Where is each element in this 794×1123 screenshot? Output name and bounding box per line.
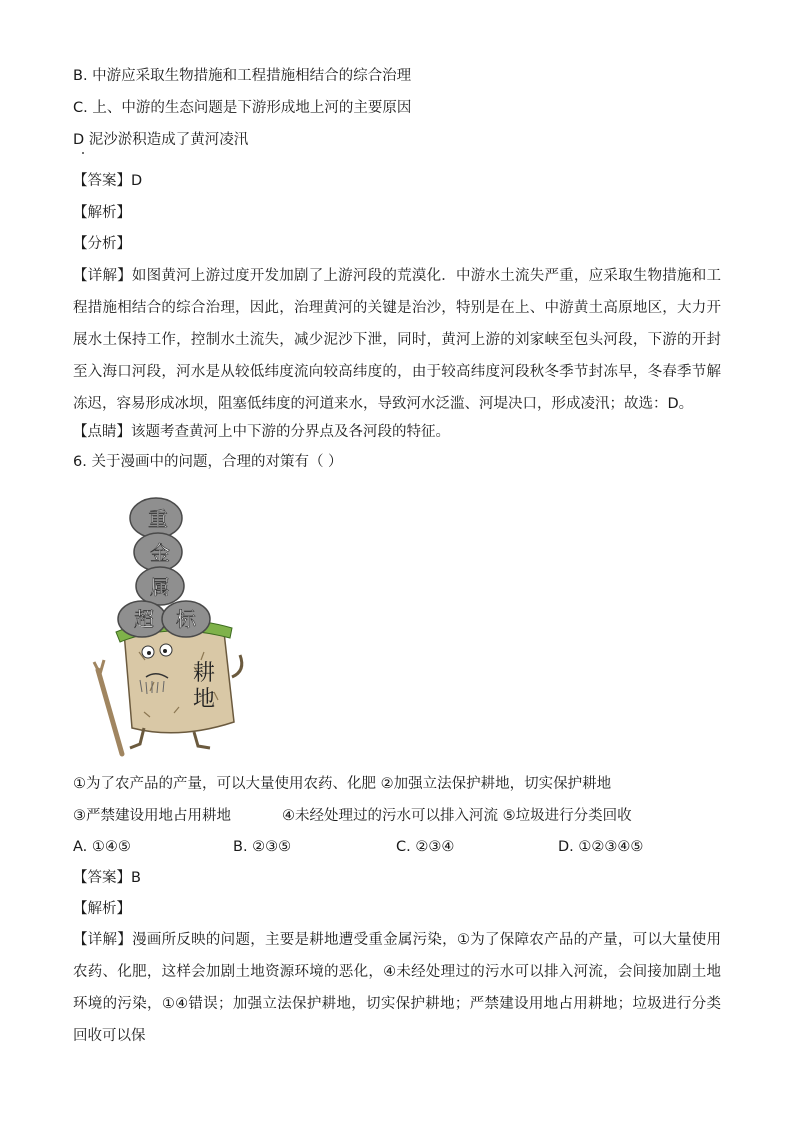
option-c-line: C. 上、中游的生态问题是下游形成地上河的主要原因: [73, 100, 412, 116]
stray-dot: [82, 152, 84, 154]
rock-label-1: 重: [148, 507, 168, 531]
rock-label-4: 超: [134, 607, 154, 631]
q6-items-line2a: ③严禁建设用地占用耕地: [73, 808, 231, 824]
q6-analysis-label: 【解析】: [73, 901, 131, 917]
q6-option-d: D. ①②③④⑤: [558, 839, 644, 855]
q5-detail: 【详解】如图黄河上游过度开发加剧了上游河段的荒漠化．中游水土流失严重，应采取生物措施和工程措施相结合的综合治理，因此，治理黄河的关键是治沙，特别是在上、中游黄土高原地区，大力开展水土保持工作，控制水土流失，减少泥沙下泄，同时，黄河上游的刘家峡至包头河段，下游的开封至入海口河段，河水是从较低纬度流向较高纬度的，由于较高纬度河段秋冬季节封冻早，冬春季节解冻迟，容易形成冰坝，阻塞低纬度的河道来水，导致河水泛滥、河堤决口，形成凌汛；故选：D。: [73, 268, 721, 412]
farmland-body: [124, 626, 234, 733]
q6-items-line1: ①为了农产品的产量，可以大量使用农药、化肥 ②加强立法保护耕地，切实保护耕地: [73, 776, 612, 792]
q6-detail: 【详解】漫画所反映的问题，主要是耕地遭受重金属污染，①为了保障农产品的产量，可以大量使用农药、化肥，这样会加剧土地资源环境的恶化，④未经处理过的污水可以排入河流，会间接加剧土地环境的污染，①④错误；加强立法保护耕地，切实保护耕地；严禁建设用地占用耕地；垃圾进行分类回收可以保: [73, 932, 721, 1044]
q6-stem: 6. 关于漫画中的问题，合理的对策有（ ）: [73, 454, 343, 470]
q6-option-c: C. ②③④: [396, 839, 455, 855]
q6-items-line2b: ④未经处理过的污水可以排入河流 ⑤垃圾进行分类回收: [282, 808, 632, 824]
q6-option-a: A. ①④⑤: [73, 839, 131, 855]
q6-answer: 【答案】B: [73, 870, 141, 886]
body-label-1: 耕: [192, 661, 216, 686]
body-label-2: 地: [192, 687, 216, 712]
q5-answer: 【答案】D: [73, 173, 143, 189]
rock-label-5: 标: [176, 607, 196, 631]
q6-option-b: B. ②③⑤: [233, 839, 292, 855]
option-d-line: D 泥沙淤积造成了黄河凌汛: [73, 132, 249, 148]
q5-analysis-label: 【解析】: [73, 205, 131, 221]
cartoon-image: [84, 492, 254, 757]
q5-comment: 【点睛】该题考查黄河上中下游的分界点及各河段的特征。: [73, 424, 450, 440]
q5-fenxi-label: 【分析】: [73, 236, 131, 252]
rock-label-3: 属: [150, 575, 170, 599]
walking-stick: [98, 670, 122, 754]
option-b-line: B. 中游应采取生物措施和工程措施相结合的综合治理: [73, 68, 412, 84]
rock-label-2: 金: [150, 541, 170, 565]
